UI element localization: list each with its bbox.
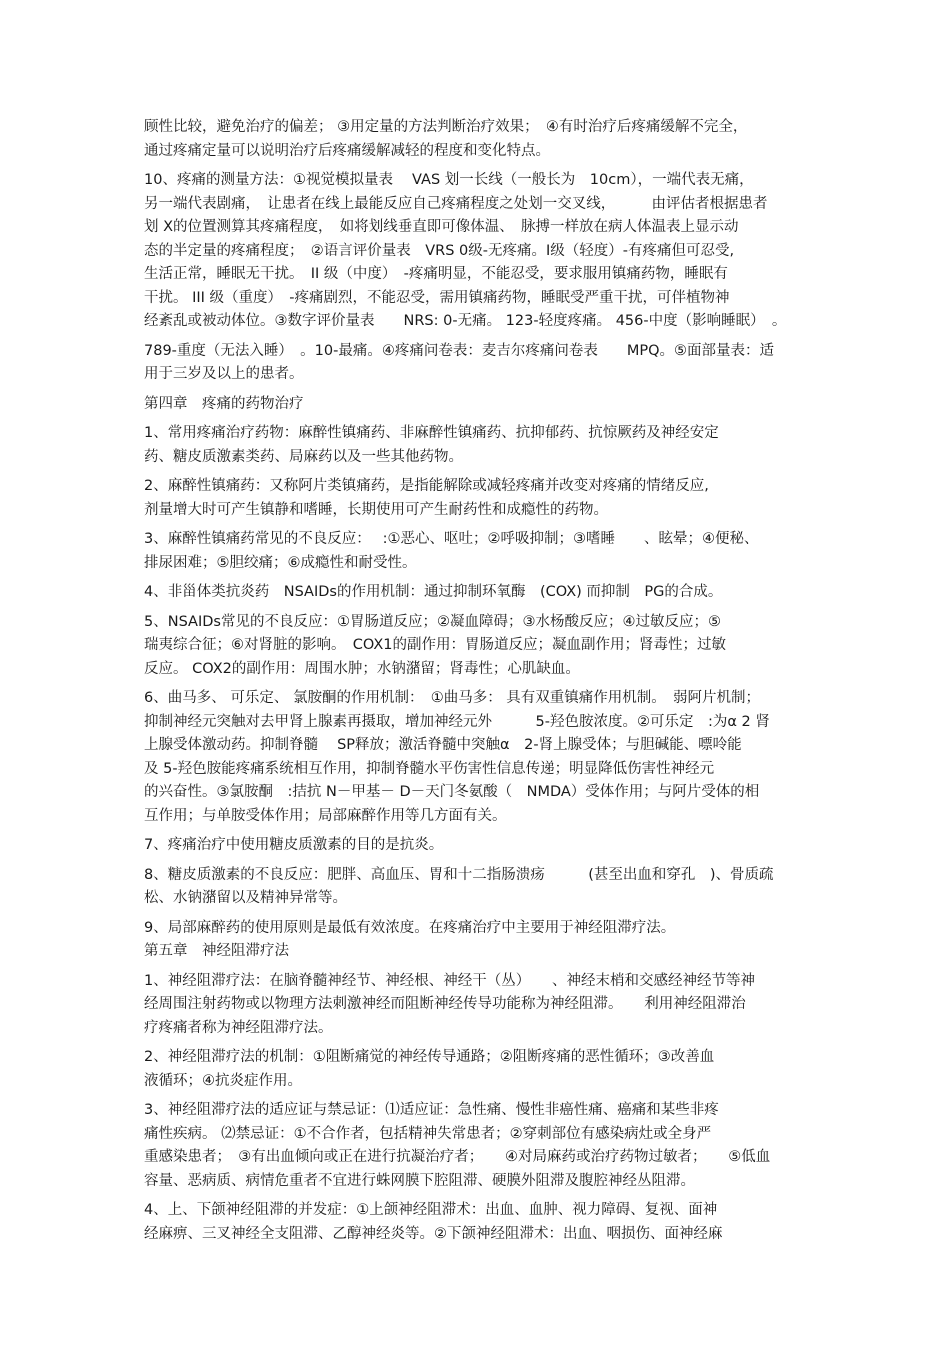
text-line: 3、神经阻滞疗法的适应证与禁忌证：⑴适应证：急性痛、慢性非癌性痛、癌痛和某些非疼 bbox=[144, 1102, 719, 1118]
text-line: 9、局部麻醉药的使用原则是最低有效浓度。在疼痛治疗中主要用于神经阻滞疗法。 bbox=[144, 919, 676, 936]
text-line: 7、疼痛治疗中使用糖皮质激素的目的是抗炎。 bbox=[144, 837, 444, 853]
paragraph bbox=[144, 422, 814, 469]
text-line: 6、曲马多、 可乐定、 氯胺酮的作用机制： ①曲马多： 具有双重镇痛作用机制。 弱阿片机制； bbox=[144, 690, 761, 706]
text-line: 2、神经阻滞疗法的机制：①阻断痛觉的神经传导通路；②阻断疼痛的恶性循环；③改善血 bbox=[144, 1049, 715, 1065]
paragraph bbox=[144, 340, 814, 387]
text-line: 干扰。 III 级（重度） -疼痛剧烈，不能忍受，需用镇痛药物，睡眠受严重干扰，可伴植物神 bbox=[144, 289, 730, 306]
paragraph bbox=[144, 687, 814, 828]
text-line: 药、糖皮质激素类药、局麻药以及一些其他药物。 bbox=[144, 448, 463, 465]
paragraph bbox=[144, 1099, 814, 1193]
text-line: 第四章 疼痛的药物治疗 bbox=[144, 395, 304, 412]
paragraph bbox=[144, 1046, 814, 1093]
text-line: 剂量增大时可产生镇静和嗜睡，长期使用可产生耐药性和成瘾性的药物。 bbox=[144, 501, 608, 518]
text-line: 划 X的位置测算其疼痛程度， 如将划线垂直即可像体温、 脉搏一样放在病人体温表上显示动 bbox=[144, 219, 739, 235]
paragraph bbox=[144, 393, 814, 417]
text-line: 经紊乱或被动体位。③数字评价量表 NRS: 0-无痛。 123-轻度疼痛。 456-中度（影响睡眠） 。 bbox=[144, 313, 787, 329]
text-line: 用于三岁及以上的患者。 bbox=[144, 366, 304, 382]
text-line: 8、糖皮质激素的不良反应：肥胖、高血压、胃和十二指肠溃疡 (甚至出血和穿孔 )、骨质疏 bbox=[144, 866, 774, 883]
text-line: 通过疼痛定量可以说明治疗后疼痛缓解减轻的程度和变化特点。 bbox=[144, 142, 550, 159]
text-line: 态的半定量的疼痛程度； ②语言评价量表 VRS 0级-无疼痛。I级（轻度）-有疼痛但可忍受, bbox=[144, 242, 735, 259]
text-line: 4、非甾体类抗炎药 NSAIDs的作用机制：通过抑制环氧酶 (COX) 而抑制 PG的合成。 bbox=[144, 584, 723, 600]
text-line: 4、上、下颌神经阻滞的并发症：①上颌神经阻滞术：出血、血肿、视力障碍、复视、面神 bbox=[144, 1202, 718, 1218]
text-line: 789-重度（无法入睡） 。10-最痛。④疼痛问卷表：麦吉尔疼痛问卷表 MPQ。⑤面部量表：适 bbox=[144, 342, 775, 359]
text-line: 生活正常，睡眠无干扰。 II 级（中度） -疼痛明显，不能忍受，要求服用镇痛药物，睡眠有 bbox=[144, 266, 728, 282]
text-line: 重感染患者； ③有出血倾向或正在进行抗凝治疗者； ④对局麻药或治疗药物过敏者； ⑤低血 bbox=[144, 1149, 771, 1165]
text-line: 5、NSAIDs常见的不良反应：①胃肠道反应；②凝血障碍；③水杨酸反应；④过敏反应；⑤ bbox=[144, 613, 721, 630]
text-line: 瑞夷综合征；⑥对肾脏的影响。 COX1的副作用：胃肠道反应；凝血副作用；肾毒性；过敏 bbox=[144, 637, 727, 653]
paragraph bbox=[144, 169, 814, 334]
text-line: 的兴奋性。③氯胺酮 :拮抗 N－甲基－ D－天门冬氨酸（ NMDA）受体作用；与阿片受体的相 bbox=[144, 784, 760, 800]
text-line: 经麻痹、三叉神经全支阻滞、乙醇神经炎等。②下颌神经阻滞术：出血、咽损伤、面神经麻 bbox=[144, 1225, 723, 1242]
text-line: 10、疼痛的测量方法：①视觉模拟量表 VAS 划一长线（一般长为 10cm），一端代表无痛， bbox=[144, 172, 754, 188]
text-line: 容量、恶病质、病情危重者不宜进行蛛网膜下腔阻滞、硬膜外阻滞及腹腔神经丛阻滞。 bbox=[144, 1172, 695, 1189]
text-line: 顾性比较，避免治疗的偏差； ③用定量的方法判断治疗效果； ④有时治疗后疼痛缓解不完全， bbox=[144, 119, 748, 135]
text-line: 另一端代表剧痛， 让患者在线上最能反应自己疼痛程度之处划一交叉线， 由评估者根据患者 bbox=[144, 195, 768, 212]
text-line: 经周围注射药物或以物理方法刺激神经而阻断神经传导功能称为神经阻滞。 利用神经阻滞治 bbox=[144, 996, 746, 1012]
text-line: 松、水钠潴留以及精神异常等。 bbox=[144, 890, 347, 906]
text-line: 及 5-羟色胺能疼痛系统相互作用，抑制脊髓水平伤害性信息传递；明显降低伤害性神经元 bbox=[144, 760, 715, 777]
text-line: 上腺受体激动药。抑制脊髓 SP释放；激活脊髓中突触α 2-肾上腺受体；与胆碱能、嘌呤能 bbox=[144, 737, 742, 753]
text-line: 抑制神经元突触对去甲肾上腺素再摄取，增加神经元外 5-羟色胺浓度。②可乐定 :为α 2 肾 bbox=[144, 713, 770, 730]
paragraph bbox=[144, 970, 814, 1041]
document-body bbox=[144, 116, 814, 1252]
paragraph bbox=[144, 528, 814, 575]
text-line: 3、麻醉性镇痛药常见的不良反应： :①恶心、呕吐；②呼吸抑制；③嗜睡 、眩晕；④便秘、 bbox=[144, 531, 759, 547]
text-line: 1、常用疼痛治疗药物：麻醉性镇痛药、非麻醉性镇痛药、抗抑郁药、抗惊厥药及神经安定 bbox=[144, 425, 719, 441]
text-line: 互作用；与单胺受体作用；局部麻醉作用等几方面有关。 bbox=[144, 807, 507, 824]
text-line: 痛性疾病。 ⑵禁忌证：①不合作者，包括精神失常患者；②穿刺部位有感染病灶或全身严 bbox=[144, 1125, 712, 1142]
paragraph bbox=[144, 834, 814, 858]
paragraph bbox=[144, 611, 814, 682]
text-line: 疗疼痛者称为神经阻滞疗法。 bbox=[144, 1019, 333, 1036]
paragraph bbox=[144, 116, 814, 163]
text-line: 第五章 神经阻滞疗法 bbox=[144, 943, 289, 959]
text-line: 1、神经阻滞疗法：在脑脊髓神经节、神经根、神经干（丛） 、神经末梢和交感经神经节等神 bbox=[144, 972, 755, 989]
text-line: 反应。 COX2的副作用：周围水肿；水钠潴留；肾毒性；心肌缺血。 bbox=[144, 660, 580, 677]
paragraph bbox=[144, 917, 814, 964]
text-line: 液循环；④抗炎症作用。 bbox=[144, 1072, 302, 1089]
paragraph bbox=[144, 475, 814, 522]
paragraph bbox=[144, 581, 814, 605]
paragraph bbox=[144, 1199, 814, 1246]
text-line: 2、麻醉性镇痛药：又称阿片类镇痛药，是指能解除或减轻疼痛并改变对疼痛的情绪反应, bbox=[144, 478, 709, 494]
paragraph bbox=[144, 864, 814, 911]
text-line: 排尿困难；⑤胆绞痛；⑥成瘾性和耐受性。 bbox=[144, 554, 417, 571]
